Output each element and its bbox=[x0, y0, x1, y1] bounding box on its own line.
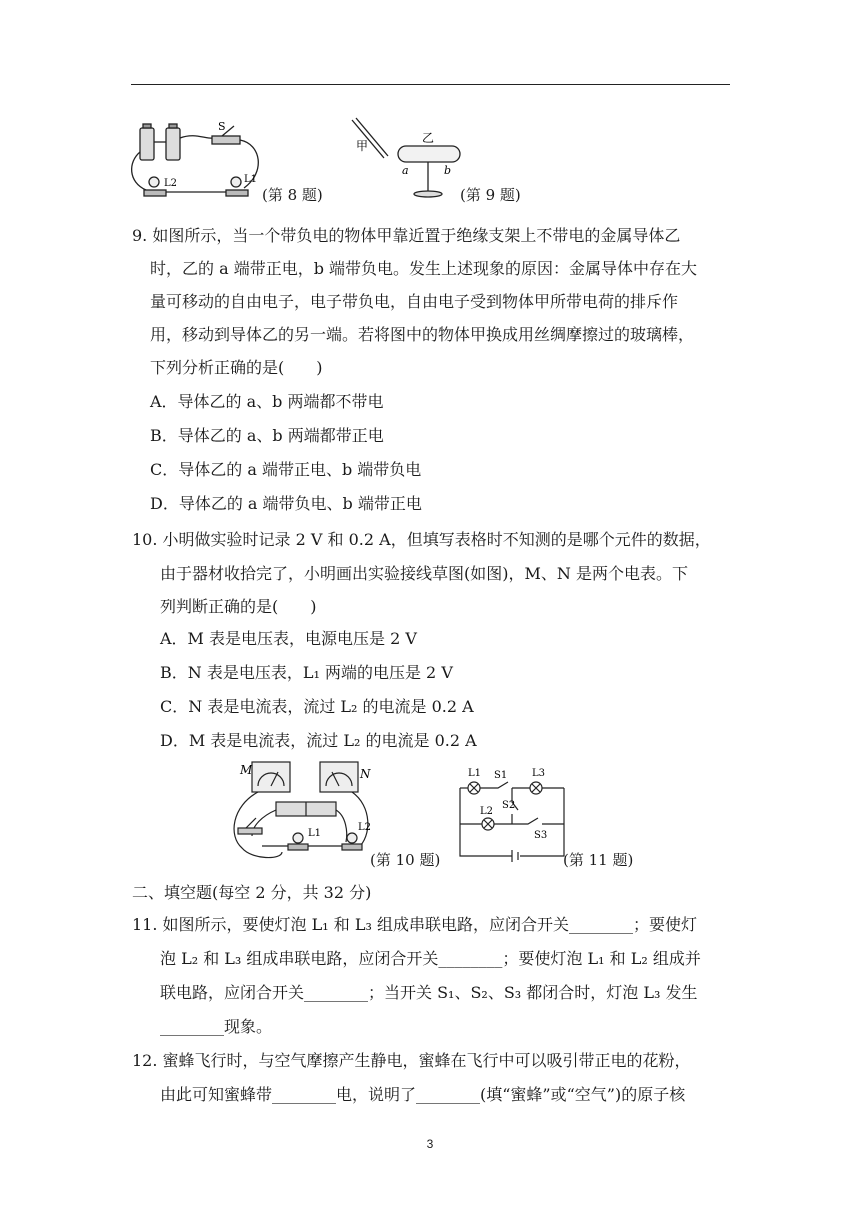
fig11-label-l3: L3 bbox=[532, 768, 546, 779]
header-rule bbox=[131, 84, 730, 85]
q9-line-4: 用，移动到导体乙的另一端。若将图中的物体甲换成用丝绸摩擦过的玻璃棒， bbox=[150, 325, 695, 344]
section-fill-in-heading: 二、填空题(每空 2 分，共 32 分) bbox=[132, 883, 372, 902]
fig10-label-m: M bbox=[240, 763, 253, 777]
fig11-schematic bbox=[454, 762, 569, 864]
q10-option-a: A．M 表是电压表，电源电压是 2 V bbox=[160, 629, 417, 648]
fig11-label-s1: S1 bbox=[494, 770, 508, 781]
fig11-label-l2: L2 bbox=[480, 806, 494, 817]
q9-line-5: 下列分析正确的是( ) bbox=[150, 358, 323, 377]
q12-line-1: 12. 蜜蜂飞行时，与空气摩擦产生静电，蜜蜂在飞行中可以吸引带正电的花粉， bbox=[132, 1051, 691, 1070]
q9-line-1: 9. 如图所示，当一个带负电的物体甲靠近置于绝缘支架上不带电的金属导体乙 bbox=[132, 226, 681, 245]
q12-line-2: 由此可知蜜蜂带________电，说明了________(填“蜜蜂”或“空气”)的原子核 bbox=[160, 1085, 686, 1104]
q10-option-b: B．N 表是电压表，L₁ 两端的电压是 2 V bbox=[160, 663, 453, 682]
fig9-induction-diagram bbox=[346, 110, 466, 204]
q11-line-3: 联电路，应闭合开关________；当开关 S₁、S₂、S₃ 都闭合时，灯泡 L₃ 发生 bbox=[160, 983, 698, 1002]
fig8-label-s: S bbox=[218, 120, 226, 133]
q9-option-b: B．导体乙的 a、b 两端都带正电 bbox=[150, 426, 384, 445]
fig10-meters-circuit bbox=[222, 756, 382, 866]
fig11-caption: (第 11 题) bbox=[563, 851, 634, 869]
q11-line-2: 泡 L₂ 和 L₃ 组成串联电路，应闭合开关________；要使灯泡 L₁ 和 L₂ 组成并 bbox=[160, 949, 701, 968]
q11-line-1: 11. 如图所示，要使灯泡 L₁ 和 L₃ 组成串联电路，应闭合开关________；要使灯 bbox=[132, 915, 697, 934]
fig10-label-n: N bbox=[360, 767, 371, 781]
fig8-label-l1: L1 bbox=[244, 174, 258, 185]
q9-option-c: C．导体乙的 a 端带正电、b 端带负电 bbox=[150, 460, 422, 479]
fig8-circuit-diagram bbox=[126, 112, 266, 204]
q10-line-2: 由于器材收拾完了，小明画出实验接线草图(如图)，M、N 是两个电表。下 bbox=[160, 564, 688, 583]
fig10-label-l2: L2 bbox=[358, 822, 372, 833]
fig11-label-l1: L1 bbox=[468, 768, 482, 779]
q9-line-2: 时，乙的 a 端带正电，b 端带负电。发生上述现象的原因：金属导体中存在大 bbox=[150, 259, 698, 278]
fig9-label-yi: 乙 bbox=[422, 131, 435, 145]
fig9-caption: (第 9 题) bbox=[460, 186, 521, 204]
q9-option-d: D．导体乙的 a 端带负电、b 端带正电 bbox=[150, 494, 422, 513]
fig9-label-jia: 甲 bbox=[356, 139, 369, 153]
q10-option-c: C．N 表是电流表，流过 L₂ 的电流是 0.2 A bbox=[160, 697, 474, 716]
fig10-label-l1: L1 bbox=[308, 828, 322, 839]
q10-line-3: 列判断正确的是( ) bbox=[160, 597, 317, 616]
fig8-label-l2: L2 bbox=[164, 178, 178, 189]
q9-line-3: 量可移动的自由电子，电子带负电，自由电子受到物体甲所带电荷的排斥作 bbox=[150, 292, 679, 311]
fig9-label-b: b bbox=[444, 164, 452, 177]
q9-option-a: A．导体乙的 a、b 两端都不带电 bbox=[150, 392, 384, 411]
fig8-caption: (第 8 题) bbox=[262, 186, 323, 204]
fig11-label-s3: S3 bbox=[534, 830, 548, 841]
fig10-caption: (第 10 题) bbox=[370, 851, 441, 869]
page-number: 3 bbox=[426, 1137, 434, 1151]
q10-option-d: D．M 表是电流表，流过 L₂ 的电流是 0.2 A bbox=[160, 731, 477, 750]
q10-line-1: 10. 小明做实验时记录 2 V 和 0.2 A，但填写表格时不知测的是哪个元件的数据， bbox=[132, 530, 711, 549]
fig9-label-a: a bbox=[402, 164, 409, 177]
q11-line-4: ________现象。 bbox=[160, 1017, 273, 1036]
fig11-label-s2: S2 bbox=[502, 800, 516, 811]
